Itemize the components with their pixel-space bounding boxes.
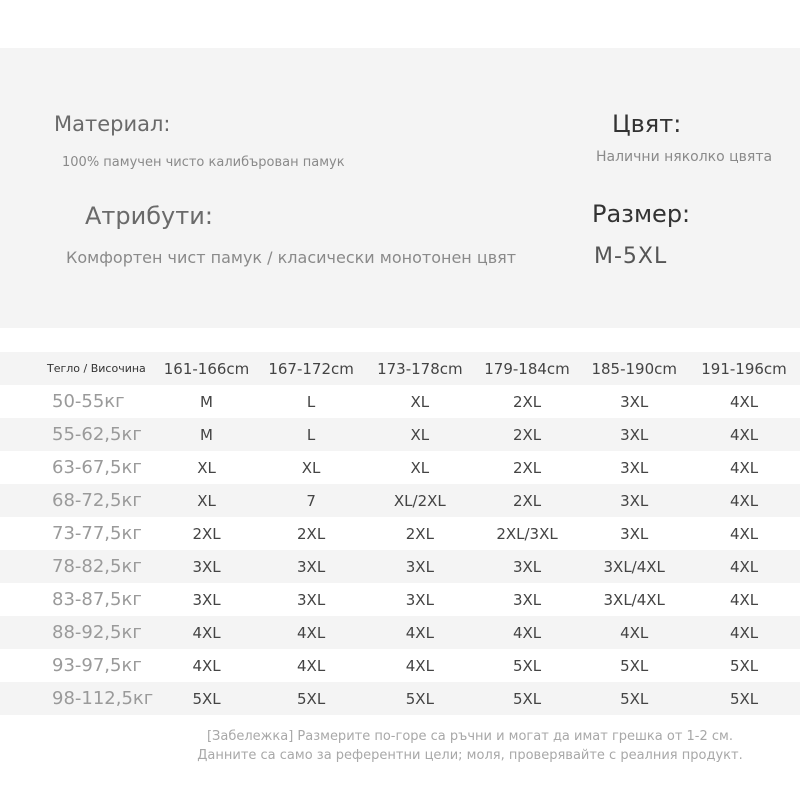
size-cell: 2XL — [192, 524, 221, 543]
size-cell: 4XL — [729, 458, 759, 477]
weight-cell: 63-67,5кг — [52, 457, 142, 478]
material-label: Материал: — [54, 112, 171, 136]
weight-height-header: Тегло / Височина — [47, 362, 146, 375]
height-header: 173-178cm — [377, 359, 463, 378]
size-cell: 7 — [306, 491, 316, 510]
size-cell: XL — [197, 458, 216, 477]
size-cell: 3XL — [192, 590, 221, 609]
size-cell: L — [306, 392, 316, 411]
color-value: Налични няколко цвята — [596, 149, 773, 165]
size-cell: 4XL — [729, 425, 759, 444]
table-row — [0, 385, 800, 418]
size-cell: 5XL — [512, 689, 542, 708]
size-cell: 3XL — [405, 590, 434, 609]
size-cell: 4XL — [192, 656, 221, 675]
size-cell: 4XL — [729, 590, 759, 609]
size-cell: XL — [410, 425, 430, 444]
size-cell: 3XL — [620, 491, 649, 510]
weight-cell: 68-72,5кг — [52, 490, 142, 511]
size-cell: 4XL — [405, 656, 434, 675]
size-cell: 2XL — [405, 524, 434, 543]
height-header: 179-184cm — [484, 359, 570, 378]
size-cell: 2XL — [512, 425, 542, 444]
size-cell: 5XL — [297, 689, 326, 708]
size-cell: XL — [410, 392, 430, 411]
size-cell: 3XL — [297, 590, 326, 609]
size-cell: 4XL — [729, 557, 759, 576]
size-cell: 4XL — [192, 623, 221, 642]
size-chart-table — [0, 352, 800, 715]
height-header: 167-172cm — [268, 359, 354, 378]
table-row — [0, 649, 800, 682]
size-cell: 2XL — [512, 458, 542, 477]
size-cell: 5XL — [192, 689, 221, 708]
weight-cell: 83-87,5кг — [52, 589, 142, 610]
note-line-2: Данните са само за референтни цели; моля, проверявайте с реалния продукт. — [197, 748, 743, 763]
table-row — [0, 451, 800, 484]
table-row — [0, 517, 800, 550]
size-cell: 4XL — [297, 656, 326, 675]
size-cell: 3XL — [512, 590, 542, 609]
size-cell: 4XL — [512, 623, 542, 642]
weight-cell: 55-62,5кг — [52, 424, 142, 445]
table-row — [0, 583, 800, 616]
size-cell: 4XL — [297, 623, 326, 642]
size-cell: 3XL — [620, 524, 649, 543]
size-cell: M — [200, 392, 213, 411]
size-cell: 5XL — [405, 689, 434, 708]
weight-cell: 98-112,5кг — [52, 688, 154, 709]
size-cell: 3XL — [620, 392, 649, 411]
size-cell: 2XL — [297, 524, 326, 543]
size-cell: 5XL — [512, 656, 542, 675]
size-cell: XL/2XL — [393, 491, 446, 510]
size-cell: 4XL — [729, 623, 759, 642]
height-header: 191-196cm — [701, 359, 787, 378]
size-cell: 2XL/3XL — [496, 524, 558, 543]
note-line-1: [Забележка] Размерите по-горе са ръчни и могат да имат грешка от 1-2 см. — [206, 729, 733, 744]
weight-cell: 50-55кг — [52, 391, 125, 412]
size-cell: 2XL — [512, 392, 542, 411]
size-cell: 3XL — [405, 557, 434, 576]
size-cell: 5XL — [729, 656, 759, 675]
color-label: Цвят: — [612, 110, 682, 138]
size-cell: M — [200, 425, 213, 444]
table-row — [0, 550, 800, 583]
attributes-value: Комфортен чист памук / класически монотонен цвят — [66, 248, 517, 267]
size-cell: L — [306, 425, 316, 444]
table-row — [0, 682, 800, 715]
material-value: 100% памучен чисто калибърован памук — [62, 155, 345, 170]
size-cell: 2XL — [512, 491, 542, 510]
size-cell: 4XL — [405, 623, 434, 642]
size-cell: 3XL — [620, 458, 649, 477]
height-header: 161-166cm — [163, 359, 250, 378]
size-cell: 5XL — [729, 689, 759, 708]
attributes-label: Атрибути: — [85, 202, 213, 230]
size-cell: 3XL — [297, 557, 326, 576]
size-cell: 4XL — [729, 491, 759, 510]
size-cell: 3XL — [192, 557, 221, 576]
table-header-row — [0, 352, 800, 385]
size-cell: 3XL/4XL — [603, 590, 665, 609]
size-cell: XL — [410, 458, 430, 477]
weight-cell: 88-92,5кг — [52, 622, 142, 643]
size-cell: 4XL — [729, 524, 759, 543]
weight-cell: 73-77,5кг — [52, 523, 142, 544]
table-row — [0, 418, 800, 451]
table-row — [0, 484, 800, 517]
weight-cell: 93-97,5кг — [52, 655, 142, 676]
size-cell: 5XL — [620, 689, 649, 708]
size-cell: 3XL — [512, 557, 542, 576]
size-label: Размер: — [592, 200, 691, 228]
size-cell: 3XL — [620, 425, 649, 444]
weight-cell: 78-82,5кг — [52, 556, 142, 577]
product-info-panel — [0, 48, 800, 328]
size-cell: XL — [301, 458, 321, 477]
size-cell: XL — [197, 491, 216, 510]
table-row — [0, 616, 800, 649]
size-cell: 4XL — [729, 392, 759, 411]
size-cell: 4XL — [620, 623, 649, 642]
size-cell: 3XL/4XL — [603, 557, 665, 576]
height-header: 185-190cm — [591, 359, 677, 378]
size-cell: 5XL — [620, 656, 649, 675]
size-value: M-5XL — [594, 244, 668, 269]
